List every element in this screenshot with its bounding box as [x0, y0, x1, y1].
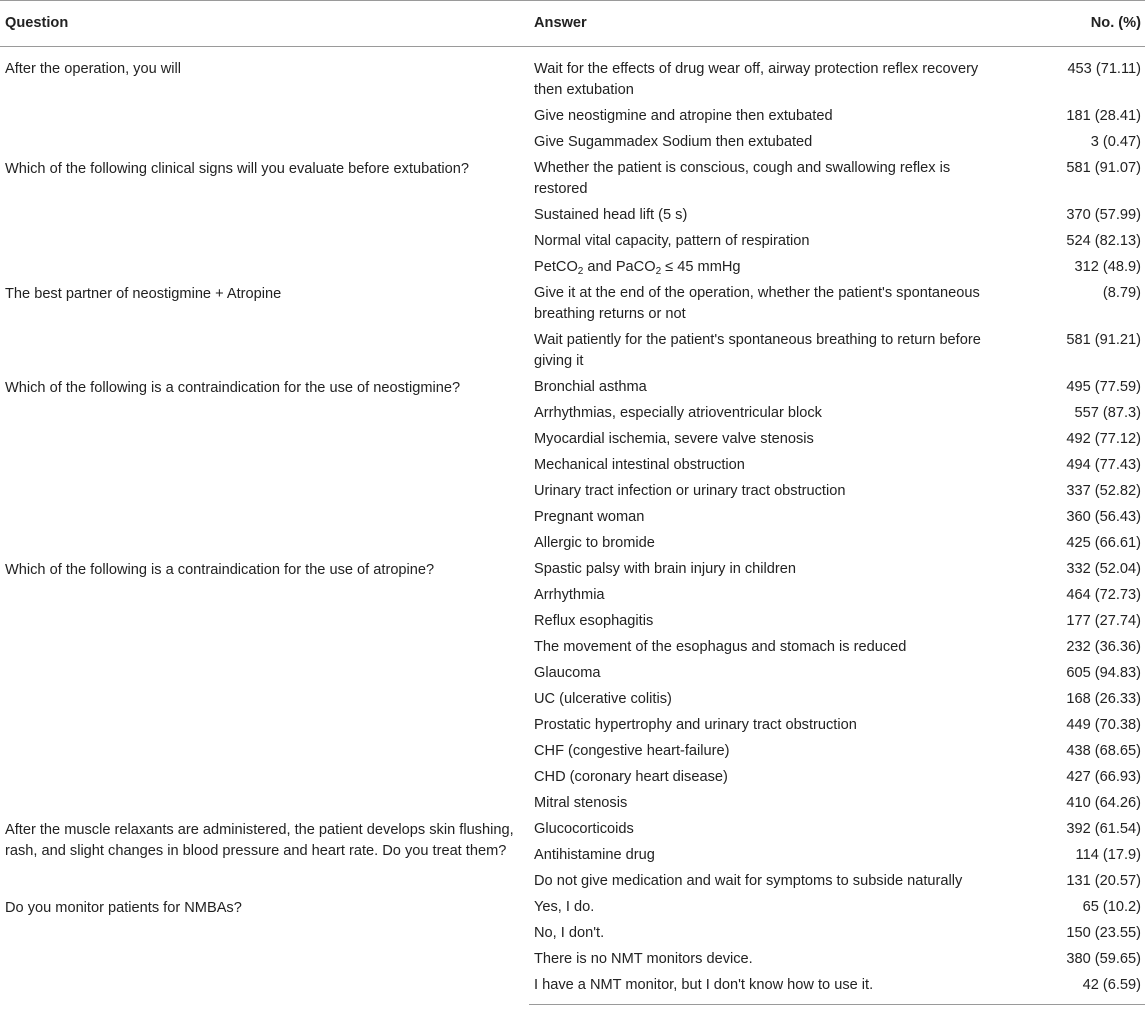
answer-cell [529, 255, 1005, 281]
count-cell: 332 (52.04) [1066, 561, 1141, 577]
count-cell: 524 (82.13) [1066, 233, 1141, 249]
table-row [0, 895, 1145, 921]
count-cell: 150 (23.55) [1066, 925, 1141, 941]
answer-cell: CHD (coronary heart disease) [534, 769, 728, 785]
count-cell: 495 (77.59) [1066, 379, 1141, 395]
question-cell: After the muscle relaxants are administered, the patient develops skin flushing, rash, and slight changes in blood pressure and heart rate. Do you treat them? [5, 821, 514, 859]
count-cell: 114 (17.9) [1075, 847, 1141, 863]
count-cell: 464 (72.73) [1066, 587, 1141, 603]
count-cell: 42 (6.59) [1005, 973, 1145, 1005]
answer-cell: I have a NMT monitor, but I don't know how to use it. [529, 973, 1005, 1005]
answer-cell: Mechanical intestinal obstruction [534, 457, 745, 473]
answer-cell: Pregnant woman [534, 509, 645, 525]
count-cell: 438 (68.65) [1066, 743, 1141, 759]
count-cell: 177 (27.74) [1066, 613, 1141, 629]
count-cell: 312 (48.9) [1074, 259, 1141, 275]
count-cell: 453 (71.11) [1067, 61, 1141, 77]
answer-cell: Give Sugammadex Sodium then extubated [534, 134, 813, 150]
question-cell: Which of the following clinical signs will you evaluate before extubation? [5, 160, 470, 177]
count-cell: 581 (91.21) [1066, 332, 1141, 348]
answer-cell: Wait for the effects of drug wear off, airway protection reflex recovery then extubation [534, 61, 979, 98]
answer-cell: Give neostigmine and atropine then extubated [534, 108, 833, 124]
count-cell: 581 (91.07) [1066, 160, 1141, 176]
count-cell: 392 (61.54) [1066, 821, 1141, 837]
question-column-header: Question [0, 1, 529, 47]
table-row [0, 817, 1145, 843]
answer-cell: Normal vital capacity, pattern of respiration [534, 233, 810, 249]
question-cell: Which of the following is a contraindication for the use of atropine? [5, 561, 435, 578]
question-cell: Do you monitor patients for NMBAs? [5, 899, 242, 916]
answer-cell: Do not give medication and wait for symptoms to subside naturally [534, 873, 963, 889]
answer-cell: The movement of the esophagus and stomach is reduced [534, 639, 907, 655]
answer-cell: Wait patiently for the patient's spontaneous breathing to return before giving it [534, 332, 981, 369]
question-cell: Which of the following is a contraindication for the use of neostigmine? [5, 379, 461, 396]
table-body [0, 47, 1145, 1005]
count-cell: 492 (77.12) [1066, 431, 1141, 447]
answer-cell: Bronchial asthma [534, 379, 647, 395]
table-header [0, 1, 1145, 47]
answer-cell: Myocardial ischemia, severe valve stenosis [534, 431, 814, 447]
table-row [0, 375, 1145, 401]
header-row [0, 1, 1145, 47]
answer-cell: Prostatic hypertrophy and urinary tract obstruction [534, 717, 857, 733]
count-cell: 131 (20.57) [1066, 873, 1141, 889]
answer-cell: Yes, I do. [534, 899, 595, 915]
count-cell: 360 (56.43) [1066, 509, 1141, 525]
answer-text-part: PetCO [534, 259, 578, 275]
count-cell: 380 (59.65) [1066, 951, 1141, 967]
count-cell: 3 (0.47) [1090, 134, 1141, 150]
answer-cell: No, I don't. [534, 925, 605, 941]
count-cell: 370 (57.99) [1066, 207, 1141, 223]
answer-cell: There is no NMT monitors device. [534, 951, 753, 967]
table-row [0, 47, 1145, 104]
table-row [0, 281, 1145, 328]
answer-text-part: ≤ 45 mmHg [661, 259, 741, 275]
count-cell: 425 (66.61) [1066, 535, 1141, 551]
count-cell: 65 (10.2) [1082, 899, 1141, 915]
table-row [0, 557, 1145, 583]
count-cell: 337 (52.82) [1066, 483, 1141, 499]
count-cell: 410 (64.26) [1066, 795, 1141, 811]
subscript-text: 2 [655, 266, 662, 277]
answer-cell: Give it at the end of the operation, whether the patient's spontaneous breathing returns or not [534, 285, 980, 322]
count-cell: (8.79) [1102, 285, 1141, 301]
subscript-text: 2 [577, 266, 584, 277]
answer-cell: UC (ulcerative colitis) [534, 691, 672, 707]
answer-cell: Arrhythmias, especially atrioventricular block [534, 405, 822, 421]
table-row [0, 156, 1145, 203]
answer-column-header: Answer [529, 1, 1005, 47]
answer-cell: Mitral stenosis [534, 795, 628, 811]
count-cell: 232 (36.36) [1066, 639, 1141, 655]
answer-cell: Sustained head lift (5 s) [534, 207, 688, 223]
count-cell: 427 (66.93) [1066, 769, 1141, 785]
count-cell: 181 (28.41) [1066, 108, 1141, 124]
count-cell: 494 (77.43) [1066, 457, 1141, 473]
question-cell: The best partner of neostigmine + Atropine [5, 285, 282, 302]
answer-cell: Spastic palsy with brain injury in children [534, 561, 796, 577]
answer-cell: Glucocorticoids [534, 821, 634, 837]
question-cell: After the operation, you will [5, 61, 182, 77]
answer-cell: Whether the patient is conscious, cough and swallowing reflex is restored [534, 160, 951, 197]
count-cell: 557 (87.3) [1074, 405, 1141, 421]
answer-cell: Reflux esophagitis [534, 613, 654, 629]
count-cell: 449 (70.38) [1066, 717, 1141, 733]
answer-cell: Glaucoma [534, 665, 601, 681]
count-cell: 605 (94.83) [1066, 665, 1141, 681]
answer-cell: Antihistamine drug [534, 847, 655, 863]
count-cell: 168 (26.33) [1066, 691, 1141, 707]
answer-text-part: and PaCO [583, 259, 656, 275]
answer-cell: Arrhythmia [534, 587, 605, 603]
answer-cell: Urinary tract infection or urinary tract obstruction [534, 483, 846, 499]
answer-cell: Allergic to bromide [534, 535, 655, 551]
count-column-header: No. (%) [1005, 1, 1145, 47]
answer-cell: CHF (congestive heart-failure) [534, 743, 730, 759]
